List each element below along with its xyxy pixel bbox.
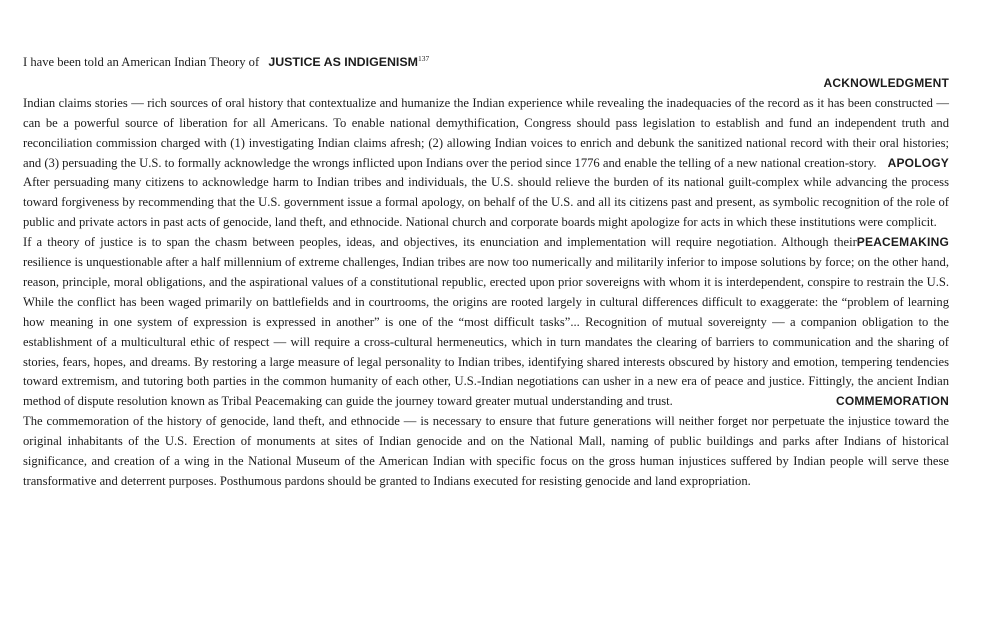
apology-text: After persuading many citizens to acknowledge harm to Indian tribes and individuals, the U.S. should relieve the burden of its national guilt-complex while advancing the process toward forgiveness by recommending that the U.S. government issue a formal apology, on behalf of the U.S. and all its citizens past and present, as symbolic recognition of the role of public and private actors in past acts of genocide, land theft, and ethnocide. National church and corporate boards might apologize for acts in which these institutions were complicit. [23,175,949,230]
section-heading-acknowledgment: ACKNOWLEDGMENT [823,75,949,90]
footnote-marker: 137 [417,53,430,63]
document-page [23,53,949,492]
section-heading-commemoration: COMMEMORATION [835,394,949,409]
section-heading-apology: APOLOGY [887,155,949,170]
intro-line [23,53,949,73]
section-body-apology [23,173,949,250]
section-body-commemoration [23,412,949,492]
acknowledgment-text: Indian claims stories — rich sources of oral history that contextualize and humanize the Indian experience while revealing the inadequacies of the record as it has been constructed — can be a powerful source of liberation for all Americans. To enable national demythification, Congress should pass legislation to establish and fund an independent truth and reconciliation commission charged with (1) investigating Indian claims afresh; (2) allowing Indian voices to enrich and debunk the sanitized national record with their oral histories; and (3) persuading the U.S. to formally acknowledge the wrongs inflicted upon Indians over the period since 1776 and enable the telling of a new national creation-story. [23,95,949,170]
peacemaking-text: If a theory of justice is to span the chasm between peoples, ideas, and objectives, its enunciation and implementation will require negotiation. Although their resilience is unquestionable after a half millennium of extreme challenges, Indian tribes are now too numerically and militarily inferior to impose solutions by force; on the other hand, reason, principle, moral obligations, and the aspirational values of a constitutional republic, erected upon prior sovereigns with whom it is interdependent, conspire to restrain the U.S. While the conflict has been waged primarily on battlefields and in courtrooms, the origins are rooted largely in cultural differences difficult to exaggerate: the “problem of learning how meaning in one system of expression is expressed in another” is one of the “most difficult tasks”... Recognition of mutual sovereignty — a companion obligation to the establishment of a multicultural ethic of respect — will require a cross-cultural hermeneutics, which in turn mandates the clearing of barriers to communication and the sharing of stories, fears, hopes, and dreams. By restoring a large measure of legal personality to Indian tribes, identifying shared interests obscured by history and emotion, tempering tendencies toward extremism, and tutoring both parties in the common humanity of each other, U.S.-Indian negotiations can usher in a new era of peace and justice. Fittingly, the ancient Indian method of dispute resolution known as Tribal Peacemaking can guide the journey toward greater mutual understanding and trust. [23,235,949,409]
section-heading-peacemaking: PEACEMAKING [856,235,949,250]
commemoration-text: The commemoration of the history of genocide, land theft, and ethnocide — is necessary to ensure that future generations will neither forget nor perpetuate the injustice toward the original inhabitants of the U.S. Erection of monuments at sites of Indian genocide and on the National Mall, naming of public buildings and parks after Indians of historical significance, and creation of a wing in the National Museum of the American Indian with specific focus on the gross human injustices suffered by Indian people will serve these transformative and deterrent purposes. Posthumous pardons should be granted to Indians executed for resisting genocide and land expropriation. [23,414,949,489]
section-body-peacemaking [23,233,949,412]
intro-title: JUSTICE AS INDIGENISM [268,55,418,69]
intro-text: I have been told an American Indian Theory of [23,55,260,69]
section-body-acknowledgment [23,94,949,174]
